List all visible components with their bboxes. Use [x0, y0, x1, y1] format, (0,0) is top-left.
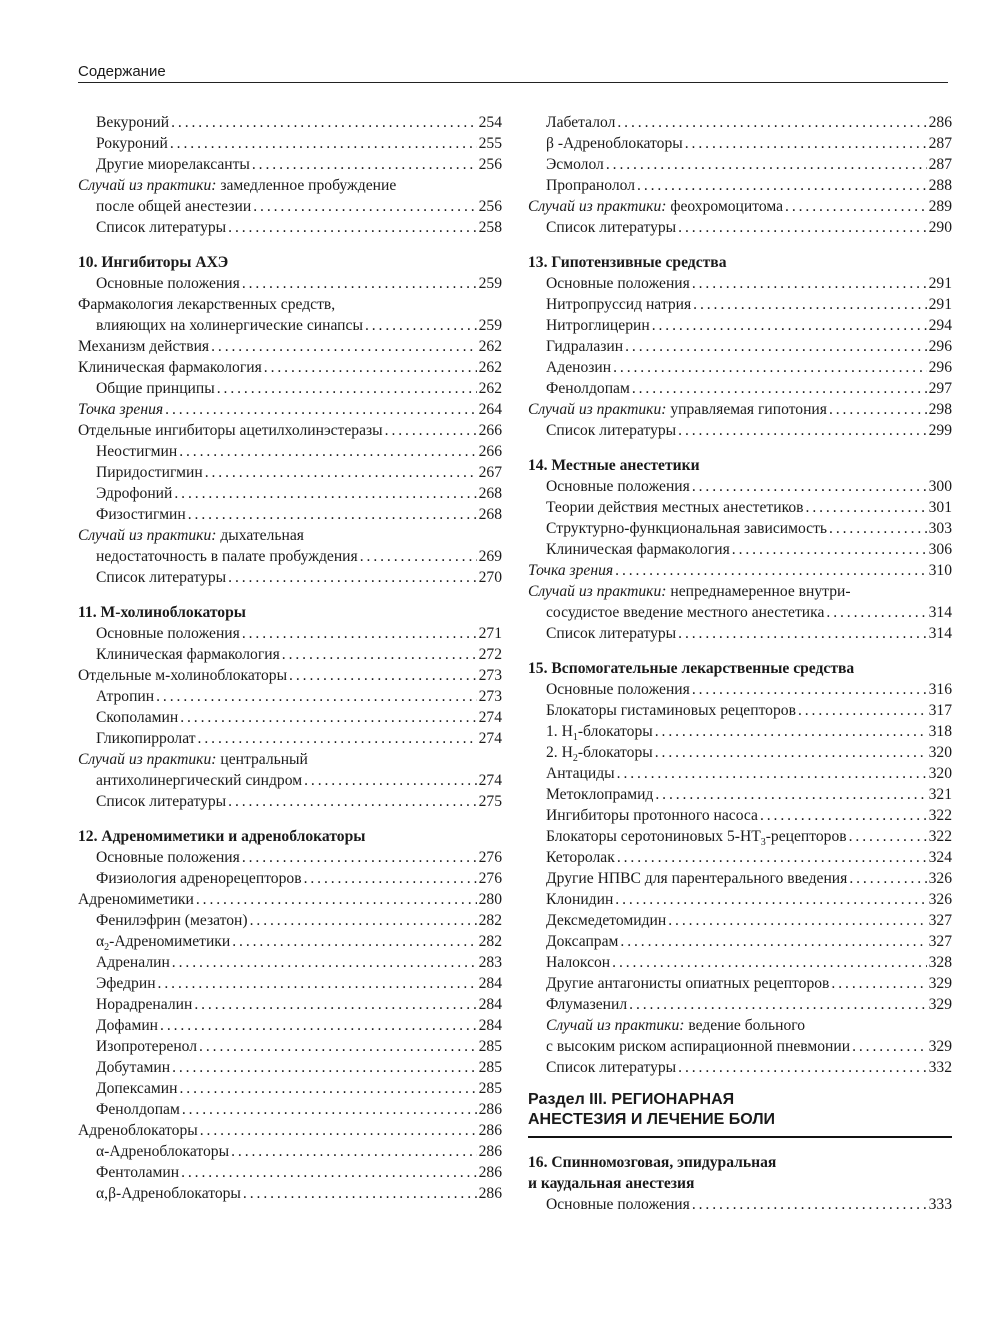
- page-number: 270: [478, 569, 502, 586]
- dot-leader: [180, 707, 476, 728]
- page-number: 258: [478, 219, 502, 236]
- page-number: 314: [928, 604, 952, 621]
- toc-entry[interactable]: Флумазенил . . . 329: [528, 994, 952, 1015]
- dot-leader: [304, 770, 477, 791]
- toc-entry[interactable]: Ингибиторы протонного насоса . . . 322: [528, 805, 952, 826]
- dot-leader: [205, 462, 477, 483]
- toc-entry-case[interactable]: Случай из практики: управляемая гипотония . . . 298: [528, 399, 952, 420]
- toc-entry[interactable]: Адреномиметики . . . 280: [78, 889, 502, 910]
- toc-entry[interactable]: Фенолдопам . . . 297: [528, 378, 952, 399]
- dot-leader: [156, 686, 476, 707]
- toc-entry[interactable]: Точка зрения . . . 264: [78, 399, 502, 420]
- dot-leader: [385, 420, 477, 441]
- page-number: 275: [478, 793, 502, 810]
- toc-entry-line2[interactable]: влияющих на холинергические синапсы . . . 259: [78, 315, 502, 336]
- dot-leader: [632, 378, 927, 399]
- dot-leader: [304, 868, 477, 889]
- page-number: 322: [928, 828, 952, 845]
- toc-entry[interactable]: Основные положения . . . 316: [528, 679, 952, 700]
- dot-leader: [252, 154, 477, 175]
- toc-entry-case-line2[interactable]: с высоким риском аспирационной пневмонии . . . 329: [528, 1036, 952, 1057]
- page-number: 322: [928, 807, 952, 824]
- dot-leader: [181, 1162, 477, 1183]
- toc-entry[interactable]: Лабеталол . . . 286: [528, 112, 952, 133]
- dot-leader: [692, 476, 927, 497]
- page-number: 284: [478, 996, 502, 1013]
- toc-entry[interactable]: β -Адреноблокаторы . . . 287: [528, 133, 952, 154]
- toc-entry[interactable]: Клиническая фармакология . . . 262: [78, 357, 502, 378]
- dot-leader: [615, 889, 926, 910]
- page-number: 256: [478, 198, 502, 215]
- toc-entry[interactable]: Отдельные м-холиноблокаторы . . . 273: [78, 665, 502, 686]
- page-number: 329: [928, 975, 952, 992]
- page-number: 299: [928, 422, 952, 439]
- page-number: 284: [478, 975, 502, 992]
- page-number: 291: [928, 296, 952, 313]
- dot-leader: [692, 1194, 927, 1215]
- part-heading-3[interactable]: Раздел III. РЕГИОНАРНАЯ АНЕСТЕЗИЯ И ЛЕЧЕНИЕ БОЛИ: [528, 1090, 952, 1138]
- dot-leader: [655, 742, 927, 763]
- toc-entry[interactable]: Клиническая фармакология . . . 306: [528, 539, 952, 560]
- toc-entry-case-line1[interactable]: Случай из практики: непреднамеренное внутри-: [528, 583, 851, 600]
- page-number: 287: [928, 135, 952, 152]
- dot-leader: [282, 644, 477, 665]
- page-number: 273: [478, 688, 502, 705]
- page-number: 298: [928, 401, 952, 418]
- page-number: 276: [478, 870, 502, 887]
- page-number: 300: [928, 478, 952, 495]
- toc-entry[interactable]: Основные положения . . . 276: [78, 847, 502, 868]
- toc-entry[interactable]: Основные положения . . . 291: [528, 273, 952, 294]
- toc-entry[interactable]: α-Адреноблокаторы . . . 286: [78, 1141, 502, 1162]
- dot-leader: [228, 567, 476, 588]
- dot-leader: [289, 665, 477, 686]
- dot-leader: [829, 399, 927, 420]
- toc-entry[interactable]: Кеторолак . . . 324: [528, 847, 952, 868]
- toc-entry[interactable]: Адреналин . . . 283: [78, 952, 502, 973]
- dot-leader: [625, 336, 927, 357]
- toc-entry[interactable]: 2. $H_2$-блокаторы . . . 320: [528, 742, 952, 763]
- header-divider: [78, 82, 948, 83]
- dot-leader: [678, 1057, 926, 1078]
- page-number: 310: [928, 562, 952, 579]
- page-number: 269: [478, 548, 502, 565]
- toc-entry-case-line2[interactable]: после общей анестезии . . . 256: [78, 196, 502, 217]
- page-number: 287: [928, 156, 952, 173]
- dot-leader: [655, 721, 927, 742]
- toc-entry[interactable]: Клонидин . . . 326: [528, 889, 952, 910]
- page-number: 272: [478, 646, 502, 663]
- dot-leader: [617, 112, 926, 133]
- toc-entry[interactable]: Другие миорелаксанты . . . 256: [78, 154, 502, 175]
- toc-entry[interactable]: Список литературы . . . 270: [78, 567, 502, 588]
- dot-leader: [211, 336, 477, 357]
- page-number: 286: [478, 1122, 502, 1139]
- page-number: 327: [928, 933, 952, 950]
- page-number: 282: [478, 933, 502, 950]
- dot-leader: [264, 357, 477, 378]
- toc-entry[interactable]: Эдрофоний . . . 268: [78, 483, 502, 504]
- chapter-heading-13[interactable]: 13. Гипотензивные средства: [528, 254, 727, 271]
- page-number: 327: [928, 912, 952, 929]
- dot-leader: [806, 497, 927, 518]
- toc-entry[interactable]: Физостигмин . . . 268: [78, 504, 502, 525]
- chapter-heading-11[interactable]: 11. М-холиноблокаторы: [78, 604, 246, 621]
- page-header-title: Содержание: [78, 63, 166, 80]
- dot-leader: [171, 112, 477, 133]
- dot-leader: [160, 1015, 477, 1036]
- toc-entry[interactable]: Изопротеренол . . . 285: [78, 1036, 502, 1057]
- toc-entry-case[interactable]: Случай из практики: феохромоцитома . . . 289: [528, 196, 952, 217]
- dot-leader: [365, 315, 477, 336]
- page-number: 274: [478, 772, 502, 789]
- chapter-heading-16[interactable]: 16. Спинномозговая, эпидуральная и каудальная анестезия: [528, 1154, 777, 1192]
- toc-entry-case-line2[interactable]: сосудистое введение местного анестетика . . . 314: [528, 602, 952, 623]
- dot-leader: [242, 847, 477, 868]
- page-number: 286: [928, 114, 952, 131]
- page-number: 288: [928, 177, 952, 194]
- toc-entry[interactable]: Нитроглицерин . . . 294: [528, 315, 952, 336]
- page-number: 297: [928, 380, 952, 397]
- dot-leader: [228, 217, 476, 238]
- chapter-heading-14[interactable]: 14. Местные анестетики: [528, 457, 700, 474]
- toc-entry[interactable]: Структурно-функциональная зависимость . . . 303: [528, 518, 952, 539]
- page-number: 294: [928, 317, 952, 334]
- dot-leader: [231, 1141, 477, 1162]
- toc-entry[interactable]: Векуроний . . . 254: [78, 112, 502, 133]
- page-number: 254: [478, 114, 502, 131]
- toc-entry[interactable]: Отдельные ингибиторы ацетилхолинэстеразы . . . 266: [78, 420, 502, 441]
- dot-leader: [250, 910, 477, 931]
- page-number: 266: [478, 422, 502, 439]
- dot-leader: [617, 763, 927, 784]
- dot-leader: [170, 133, 477, 154]
- page-number: 285: [478, 1038, 502, 1055]
- dot-leader: [198, 728, 477, 749]
- dot-leader: [228, 791, 476, 812]
- toc-entry[interactable]: Список литературы . . . 258: [78, 217, 502, 238]
- toc-entry[interactable]: Другие НПВС для парентерального введения . . . 326: [528, 868, 952, 889]
- dot-leader: [179, 1078, 476, 1099]
- page-number: 301: [928, 499, 952, 516]
- page-number: 285: [478, 1080, 502, 1097]
- toc-entry[interactable]: $\alpha_2$-Адреномиметики . . . 282: [78, 931, 502, 952]
- page-number: 289: [928, 198, 952, 215]
- dot-leader: [179, 441, 476, 462]
- dot-leader: [826, 602, 926, 623]
- toc-entry[interactable]: Нитропруссид натрия . . . 291: [528, 294, 952, 315]
- page-number: 259: [478, 275, 502, 292]
- toc-left-column: [78, 112, 502, 1204]
- page-number: 328: [928, 954, 952, 971]
- page-number: 321: [928, 786, 952, 803]
- toc-entry[interactable]: Эфедрин . . . 284: [78, 973, 502, 994]
- toc-entry[interactable]: Механизм действия . . . 262: [78, 336, 502, 357]
- toc-entry[interactable]: Другие антагонисты опиатных рецепторов . . . 329: [528, 973, 952, 994]
- chapter-heading-15[interactable]: 15. Вспомогательные лекарственные средства: [528, 660, 855, 677]
- toc-entry-case-line2[interactable]: антихолинергический синдром . . . 274: [78, 770, 502, 791]
- dot-leader: [194, 994, 476, 1015]
- page-number: 255: [478, 135, 502, 152]
- dot-leader: [678, 420, 926, 441]
- toc-entry[interactable]: Метоклопрамид . . . 321: [528, 784, 952, 805]
- toc-entry-case-line1[interactable]: Случай из практики: дыхательная: [78, 527, 304, 544]
- toc-entry[interactable]: Антациды . . . 320: [528, 763, 952, 784]
- page-number: 268: [478, 485, 502, 502]
- dot-leader: [243, 1183, 477, 1204]
- toc-entry[interactable]: Основные положения . . . 300: [528, 476, 952, 497]
- page-number: 316: [928, 681, 952, 698]
- toc-entry[interactable]: Налоксон . . . 328: [528, 952, 952, 973]
- page-number: 286: [478, 1101, 502, 1118]
- dot-leader: [158, 973, 477, 994]
- page-number: 290: [928, 219, 952, 236]
- page-number: 318: [928, 723, 952, 740]
- dot-leader: [165, 399, 476, 420]
- dot-leader: [174, 483, 476, 504]
- toc-entry[interactable]: Адреноблокаторы . . . 286: [78, 1120, 502, 1141]
- chapter-heading-12[interactable]: 12. Адреномиметики и адреноблокаторы: [78, 828, 366, 845]
- page-number: 285: [478, 1059, 502, 1076]
- toc-entry[interactable]: Допексамин . . . 285: [78, 1078, 502, 1099]
- dot-leader: [685, 133, 927, 154]
- dot-leader: [678, 217, 926, 238]
- dot-leader: [760, 805, 927, 826]
- toc-entry[interactable]: Список литературы . . . 332: [528, 1057, 952, 1078]
- toc-entry[interactable]: Пиридостигмин . . . 267: [78, 462, 502, 483]
- dot-leader: [785, 196, 927, 217]
- dot-leader: [852, 1036, 927, 1057]
- toc-entry[interactable]: Основные положения . . . 271: [78, 623, 502, 644]
- dot-leader: [188, 504, 477, 525]
- page-number: 291: [928, 275, 952, 292]
- dot-leader: [831, 973, 926, 994]
- toc-entry[interactable]: Рокуроний . . . 255: [78, 133, 502, 154]
- page-number: 326: [928, 870, 952, 887]
- page-number: 306: [928, 541, 952, 558]
- page-number: 274: [478, 709, 502, 726]
- toc-entry-case-line1[interactable]: Случай из практики: центральный: [78, 751, 308, 768]
- toc-entry-case-line1[interactable]: Случай из практики: замедленное пробуждение: [78, 177, 397, 194]
- dot-leader: [242, 623, 477, 644]
- dot-leader: [692, 679, 927, 700]
- toc-entry[interactable]: Неостигмин . . . 266: [78, 441, 502, 462]
- page-number: 282: [478, 912, 502, 929]
- toc-entry-line1[interactable]: Фармакология лекарственных средств,: [78, 296, 336, 313]
- dot-leader: [678, 623, 926, 644]
- toc-entry[interactable]: Гликопирролат . . . 274: [78, 728, 502, 749]
- toc-entry[interactable]: Норадреналин . . . 284: [78, 994, 502, 1015]
- toc-entry[interactable]: Добутамин . . . 285: [78, 1057, 502, 1078]
- dot-leader: [829, 518, 927, 539]
- page-number: 326: [928, 891, 952, 908]
- toc-entry[interactable]: Пропранолол . . . 288: [528, 175, 952, 196]
- page-number: 286: [478, 1164, 502, 1181]
- dot-leader: [172, 1057, 477, 1078]
- page-number: 286: [478, 1185, 502, 1202]
- page-number: 303: [928, 520, 952, 537]
- dot-leader: [232, 931, 476, 952]
- page-number: 267: [478, 464, 502, 481]
- dot-leader: [217, 378, 477, 399]
- toc-entry[interactable]: Дофамин . . . 284: [78, 1015, 502, 1036]
- dot-leader: [200, 1120, 477, 1141]
- dot-leader: [199, 1036, 477, 1057]
- page-number: 283: [478, 954, 502, 971]
- toc-entry[interactable]: Клиническая фармакология . . . 272: [78, 644, 502, 665]
- toc-entry[interactable]: Список литературы . . . 290: [528, 217, 952, 238]
- page-number: 280: [478, 891, 502, 908]
- dot-leader: [182, 1099, 477, 1120]
- toc-entry[interactable]: Основные положения . . . 333: [528, 1194, 952, 1215]
- dot-leader: [242, 273, 477, 294]
- dot-leader: [617, 847, 927, 868]
- dot-leader: [849, 826, 927, 847]
- toc-entry[interactable]: 1. $H_1$-блокаторы . . . 318: [528, 721, 952, 742]
- page-number: 296: [928, 338, 952, 355]
- toc-entry[interactable]: Фенолдопам . . . 286: [78, 1099, 502, 1120]
- page-number: 274: [478, 730, 502, 747]
- toc-entry[interactable]: Аденозин . . . 296: [528, 357, 952, 378]
- dot-leader: [172, 952, 477, 973]
- dot-leader: [692, 273, 927, 294]
- dot-leader: [612, 952, 926, 973]
- page-number: 262: [478, 338, 502, 355]
- dot-leader: [606, 154, 927, 175]
- page-number: 286: [478, 1143, 502, 1160]
- page-number: 317: [928, 702, 952, 719]
- page-number: 259: [478, 317, 502, 334]
- page-number: 333: [928, 1196, 952, 1213]
- page-number: 284: [478, 1017, 502, 1034]
- toc-entry[interactable]: Точка зрения . . . 310: [528, 560, 952, 581]
- toc-entry[interactable]: Доксапрам . . . 327: [528, 931, 952, 952]
- dot-leader: [360, 546, 477, 567]
- toc-entry[interactable]: α,β-Адреноблокаторы . . . 286: [78, 1183, 502, 1204]
- dot-leader: [615, 560, 926, 581]
- toc-entry[interactable]: Блокаторы гистаминовых рецепторов . . . 317: [528, 700, 952, 721]
- toc-entry[interactable]: Фенилэфрин (мезатон) . . . 282: [78, 910, 502, 931]
- toc-entry[interactable]: Гидралазин . . . 296: [528, 336, 952, 357]
- toc-entry[interactable]: Блокаторы серотониновых $5-HT_3$-рецепторов . . . 322: [528, 826, 952, 847]
- page-number: 262: [478, 380, 502, 397]
- toc-entry-case-line1[interactable]: Случай из практики: ведение больного: [546, 1017, 806, 1034]
- page-number: 271: [478, 625, 502, 642]
- toc-entry[interactable]: Список литературы . . . 275: [78, 791, 502, 812]
- toc-entry[interactable]: Фентоламин . . . 286: [78, 1162, 502, 1183]
- dot-leader: [637, 175, 927, 196]
- page-number: 264: [478, 401, 502, 418]
- page-number: 320: [928, 744, 952, 761]
- toc-entry[interactable]: Скополамин . . . 274: [78, 707, 502, 728]
- toc-entry[interactable]: Список литературы . . . 314: [528, 623, 952, 644]
- dot-leader: [629, 994, 926, 1015]
- toc-entry[interactable]: Дексмедетомидин . . . 327: [528, 910, 952, 931]
- toc-entry[interactable]: Физиология адренорецепторов . . . 276: [78, 868, 502, 889]
- dot-leader: [253, 196, 476, 217]
- page-number: 329: [928, 996, 952, 1013]
- dot-leader: [732, 539, 927, 560]
- page-number: 266: [478, 443, 502, 460]
- toc-entry-case-line2[interactable]: недостаточность в палате пробуждения . . . 269: [78, 546, 502, 567]
- dot-leader: [652, 315, 927, 336]
- page-number: 329: [928, 1038, 952, 1055]
- page-number: 268: [478, 506, 502, 523]
- page-number: 314: [928, 625, 952, 642]
- page-number: 256: [478, 156, 502, 173]
- toc-entry[interactable]: Эсмолол . . . 287: [528, 154, 952, 175]
- page-number: 332: [928, 1059, 952, 1076]
- page-number: 262: [478, 359, 502, 376]
- dot-leader: [693, 294, 926, 315]
- toc-right-column: [528, 112, 952, 1215]
- toc-entry[interactable]: Теории действия местных анестетиков . . . 301: [528, 497, 952, 518]
- page-number: 273: [478, 667, 502, 684]
- toc-entry[interactable]: Общие принципы . . . 262: [78, 378, 502, 399]
- dot-leader: [798, 700, 927, 721]
- dot-leader: [196, 889, 477, 910]
- page-number: 324: [928, 849, 952, 866]
- dot-leader: [655, 784, 926, 805]
- page-number: 296: [928, 359, 952, 376]
- page-number: 320: [928, 765, 952, 782]
- toc-entry[interactable]: Основные положения . . . 259: [78, 273, 502, 294]
- toc-entry[interactable]: Список литературы . . . 299: [528, 420, 952, 441]
- dot-leader: [613, 357, 927, 378]
- dot-leader: [849, 868, 926, 889]
- dot-leader: [620, 931, 926, 952]
- page-number: 276: [478, 849, 502, 866]
- toc-entry[interactable]: Атропин . . . 273: [78, 686, 502, 707]
- chapter-heading-10[interactable]: 10. Ингибиторы АХЭ: [78, 254, 229, 271]
- dot-leader: [668, 910, 926, 931]
